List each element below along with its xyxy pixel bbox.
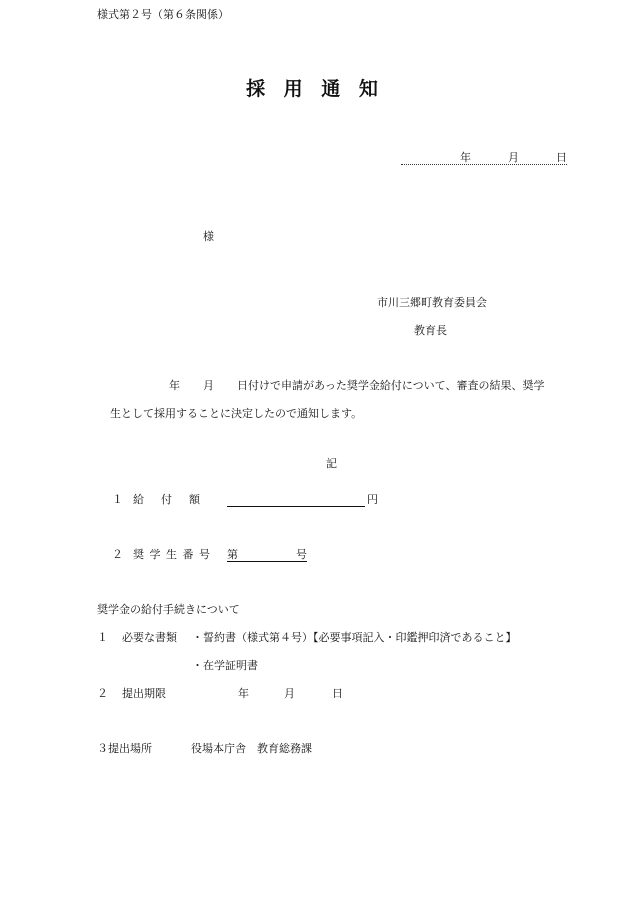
item2-label: 奨 学 生 番 号 bbox=[133, 548, 211, 561]
required-docs-number: １ bbox=[97, 631, 108, 644]
scholar-number-blank-line bbox=[227, 549, 307, 562]
body-month: 月 bbox=[203, 379, 214, 392]
scholar-number-suffix: 号 bbox=[296, 548, 307, 561]
item1-label: 給 付 額 bbox=[133, 493, 203, 506]
deadline-month: 月 bbox=[284, 687, 295, 700]
issuer-organization: 市川三郷町教育委員会 bbox=[377, 296, 487, 309]
date-day-label: 日 bbox=[556, 151, 567, 164]
date-month-label: 月 bbox=[508, 151, 519, 164]
required-doc-enrollment-certificate: ・在学証明書 bbox=[192, 659, 258, 672]
required-doc-pledge: ・誓約書（様式第４号）【必要事項記入・印鑑押印済であること】 bbox=[192, 631, 517, 644]
form-label: 様式第２号（第６条関係） bbox=[97, 8, 229, 21]
body-line-2: 生として採用することに決定したので通知します。 bbox=[110, 407, 363, 420]
item2-number: ２ bbox=[112, 548, 123, 561]
amount-unit: 円 bbox=[367, 493, 378, 506]
scholar-number-prefix: 第 bbox=[227, 548, 238, 561]
body-line-1-text: 日付けで申請があった奨学金給付について、審査の結果、奨学 bbox=[237, 379, 545, 392]
deadline-day: 日 bbox=[332, 687, 343, 700]
submission-place-value: 役場本庁舎 教育総務課 bbox=[191, 742, 312, 755]
date-underline bbox=[401, 152, 567, 165]
required-docs-label: 必要な書類 bbox=[122, 631, 177, 644]
submission-place-label: ３提出場所 bbox=[97, 742, 152, 755]
addressee-suffix: 様 bbox=[203, 230, 214, 243]
item1-number: １ bbox=[112, 493, 123, 506]
amount-blank-line bbox=[227, 494, 365, 507]
body-year: 年 bbox=[169, 379, 180, 392]
ki-heading: 記 bbox=[326, 457, 337, 470]
document-title: 採 用 通 知 bbox=[246, 78, 384, 100]
deadline-number: ２ bbox=[97, 687, 108, 700]
procedure-heading: 奨学金の給付手続きについて bbox=[97, 603, 240, 616]
date-year-label: 年 bbox=[460, 151, 471, 164]
deadline-year: 年 bbox=[238, 687, 249, 700]
deadline-label: 提出期限 bbox=[122, 687, 166, 700]
issuer-title: 教育長 bbox=[414, 324, 447, 337]
